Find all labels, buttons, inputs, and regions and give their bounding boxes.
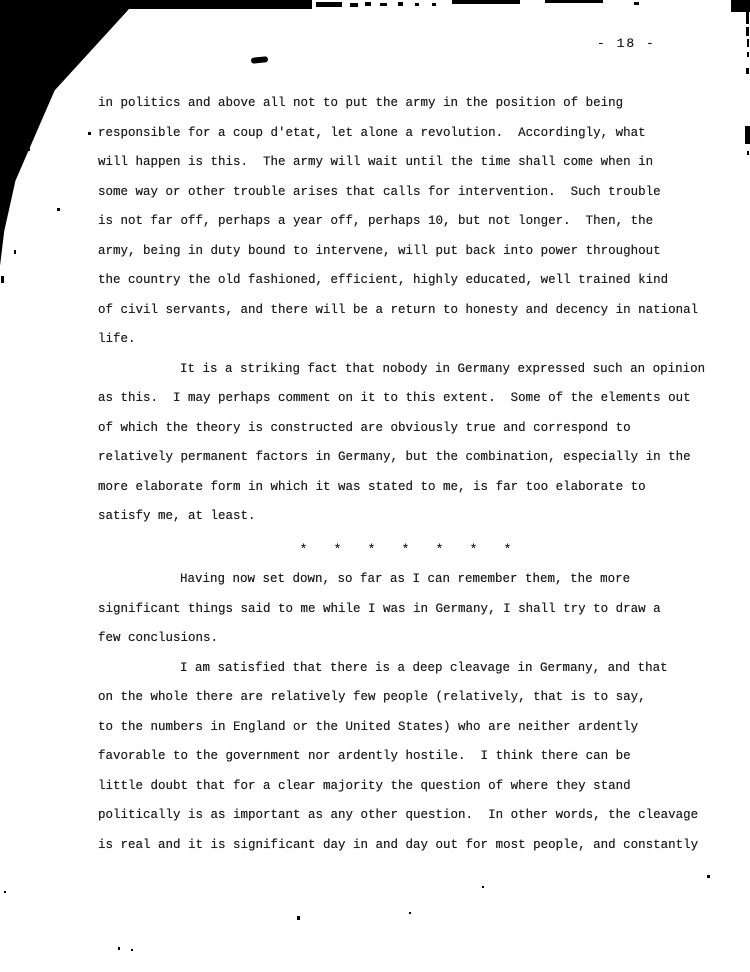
scan-artifact	[380, 3, 387, 6]
scan-artifact-edge-line	[747, 39, 749, 47]
text-line: on the whole there are relatively few people (relatively, that is to say,	[98, 690, 646, 704]
scan-artifact	[131, 949, 133, 951]
text-line: little doubt that for a clear majority the question of where they stand	[98, 778, 631, 793]
scan-artifact-top-right-blob	[731, 0, 750, 12]
text-line: of which the theory is constructed are obviously true and correspond to	[98, 420, 631, 435]
scan-artifact-edge-line	[747, 52, 749, 57]
scan-artifact	[707, 875, 710, 878]
asterisk-divider: * * * * * * *	[299, 542, 513, 557]
scan-artifact	[747, 151, 749, 155]
text-line: life.	[98, 332, 136, 346]
scan-artifact-edge-line	[746, 12, 749, 24]
text-line: is real and it is significant day in and day out for most people, and constantly	[98, 837, 699, 852]
scan-artifact	[118, 947, 120, 950]
text-line: It is a striking fact that nobody in Germany expressed such an opinion	[180, 361, 706, 376]
scan-artifact	[57, 208, 60, 211]
scan-artifact	[365, 2, 371, 6]
scan-artifact	[409, 912, 411, 914]
text-line: to the numbers in England or the United States) who are neither ardently	[98, 719, 639, 734]
text-line: politically is as important as any other question. In other words, the cleavage	[98, 808, 699, 822]
scan-artifact-edge-bar	[745, 126, 750, 144]
scan-artifact	[316, 2, 342, 7]
page-number: - 18 -	[597, 36, 656, 51]
text-line: the country the old fashioned, efficient, highly educated, well trained kind	[98, 273, 669, 287]
text-line: satisfy me, at least.	[98, 509, 256, 523]
text-line: favorable to the government nor ardently hostile. I think there can be	[98, 749, 631, 763]
text-line: responsible for a coup d'etat, let alone a revolution. Accordingly, what	[98, 125, 646, 140]
text-line: is not far off, perhaps a year off, perhaps 10, but not longer. Then, the	[98, 214, 654, 228]
document-body	[98, 89, 714, 860]
text-line: in politics and above all not to put the army in the position of being	[98, 96, 624, 110]
text-line: army, being in duty bound to intervene, will put back into power throughout	[98, 243, 661, 258]
text-line: as this. I may perhaps comment on it to this extent. Some of the elements out	[98, 391, 691, 405]
scan-artifact-top-strip	[0, 0, 312, 9]
scan-artifact	[28, 148, 30, 151]
scan-artifact	[4, 891, 6, 893]
scan-artifact	[14, 250, 16, 254]
scan-artifact-edge-line	[746, 68, 749, 74]
text-line: Having now set down, so far as I can remember them, the more	[180, 572, 631, 586]
text-line: will happen is this. The army will wait until the time shall come when in	[98, 155, 654, 169]
text-line: relatively permanent factors in Germany, but the combination, especially in the	[98, 450, 691, 464]
scan-artifact	[482, 886, 484, 888]
scan-artifact-edge-line	[746, 27, 749, 36]
text-line: few conclusions.	[98, 631, 219, 645]
scan-artifact	[432, 3, 436, 6]
scan-artifact	[297, 916, 300, 920]
scan-artifact	[545, 0, 603, 3]
scan-artifact	[398, 2, 403, 6]
text-line: significant things said to me while I was in Germany, I shall try to draw a	[98, 601, 661, 616]
scan-artifact	[350, 3, 358, 7]
scan-artifact	[415, 3, 419, 6]
text-line: some way or other trouble arises that calls for intervention. Such trouble	[98, 184, 661, 199]
text-line: of civil servants, and there will be a return to honesty and decency in national	[98, 302, 699, 317]
text-line: more elaborate form in which it was stated to me, is far too elaborate to	[98, 479, 646, 494]
scan-artifact	[634, 2, 639, 5]
scan-artifact	[452, 0, 520, 4]
text-line: I am satisfied that there is a deep cleavage in Germany, and that	[180, 660, 668, 675]
scan-artifact	[1, 276, 4, 283]
scan-artifact-smudge	[251, 56, 269, 64]
scan-artifact	[88, 132, 91, 135]
